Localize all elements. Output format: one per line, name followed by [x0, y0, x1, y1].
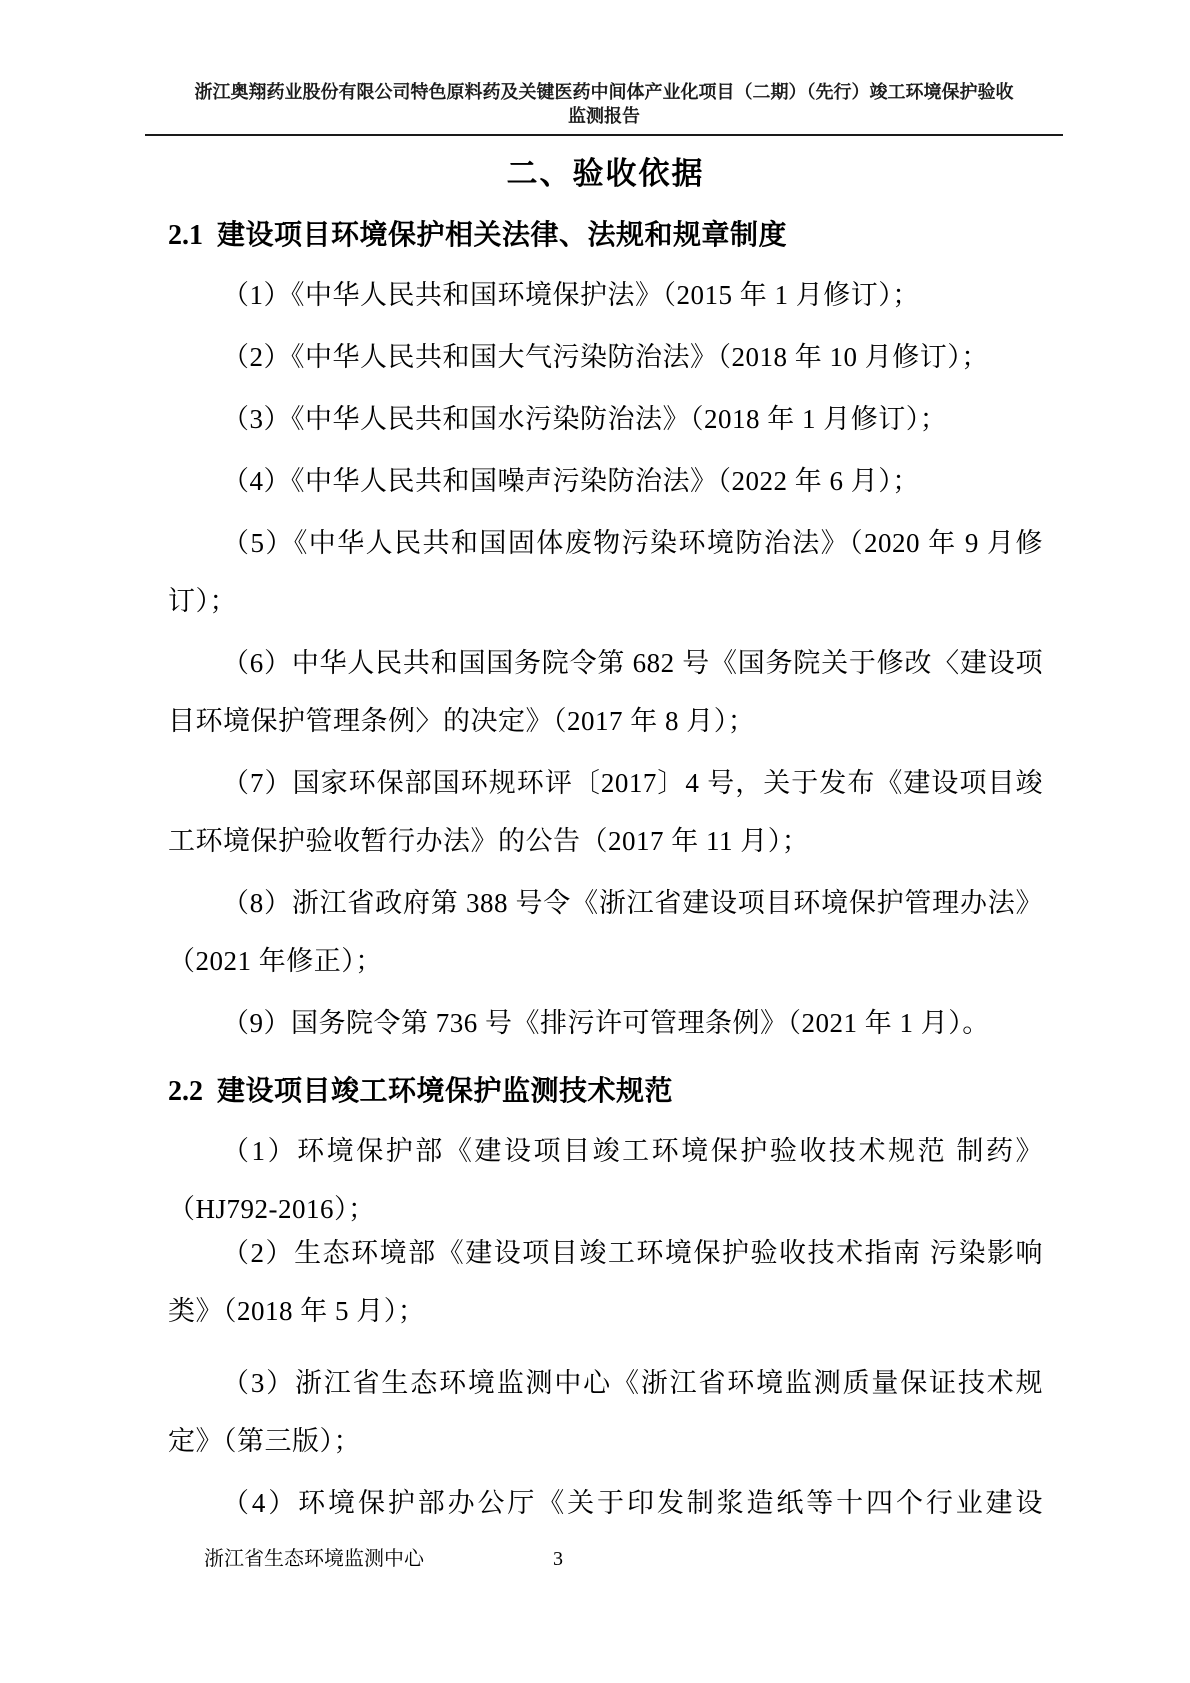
page-number: 3 — [553, 1548, 563, 1570]
section-number: 2.1 — [168, 220, 203, 251]
legal-item-9: （9）国务院令第 736 号《排污许可管理条例》（2021 年 1 月）。 — [222, 1008, 990, 1038]
section-heading-2-2 — [168, 1072, 1043, 1112]
standard-item-2: （2）生态环境部《建设项目竣工环境保护验收技术指南 污染影响类》（2018 年 5 月）； — [168, 1238, 1043, 1326]
section-2-2-body — [168, 1122, 1043, 1532]
header-line-1: 浙江奥翔药业股份有限公司特色原料药及关键医药中间体产业化项目（二期）（先行）竣工环境保护验收 — [194, 82, 1014, 102]
chapter-title: 二、验收依据 — [506, 156, 705, 191]
section-title-text: 建设项目竣工环境保护监测技术规范 — [217, 1076, 674, 1107]
legal-item-6: （6）中华人民共和国国务院令第 682 号《国务院关于修改〈建设项目环境保护管理条例〉的决定》（2017 年 8 月）； — [168, 648, 1043, 736]
header-line-2: 监测报告 — [568, 106, 640, 126]
legal-item-5: （5）《中华人民共和国固体废物污染环境防治法》（2020 年 9 月修订）； — [168, 528, 1043, 616]
legal-item-7: （7）国家环保部国环规环评〔2017〕4 号，关于发布《建设项目竣工环境保护验收暂行办法》的公告（2017 年 11 月）； — [168, 768, 1043, 856]
legal-item-1: （1）《中华人民共和国环境保护法》（2015 年 1 月修订）； — [222, 280, 920, 310]
standard-item-3: （3）浙江省生态环境监测中心《浙江省环境监测质量保证技术规定》（第三版）； — [168, 1368, 1043, 1456]
section-heading-2-1 — [168, 216, 1043, 256]
legal-item-3: （3）《中华人民共和国水污染防治法》（2018 年 1 月修订）； — [222, 404, 948, 434]
page-header — [145, 80, 1063, 136]
legal-item-8: （8）浙江省政府第 388 号令《浙江省建设项目环境保护管理办法》（2021 年修正）； — [168, 888, 1043, 976]
legal-item-2: （2）《中华人民共和国大气污染防治法》（2018 年 10 月修订）； — [222, 342, 989, 372]
legal-item-4: （4）《中华人民共和国噪声污染防治法》（2022 年 6 月）； — [222, 466, 920, 496]
section-title-text: 建设项目环境保护相关法律、法规和规章制度 — [217, 220, 788, 251]
section-number: 2.2 — [168, 1076, 203, 1107]
footer-organization: 浙江省生态环境监测中心 — [204, 1548, 424, 1570]
standard-item-1: （1）环境保护部《建设项目竣工环境保护验收技术规范 制药》（HJ792-2016）； — [168, 1136, 1043, 1224]
standard-item-4: （4）环境保护部办公厅《关于印发制浆造纸等十四个行业建设 — [222, 1488, 1043, 1518]
section-2-1-body — [168, 266, 1043, 1052]
